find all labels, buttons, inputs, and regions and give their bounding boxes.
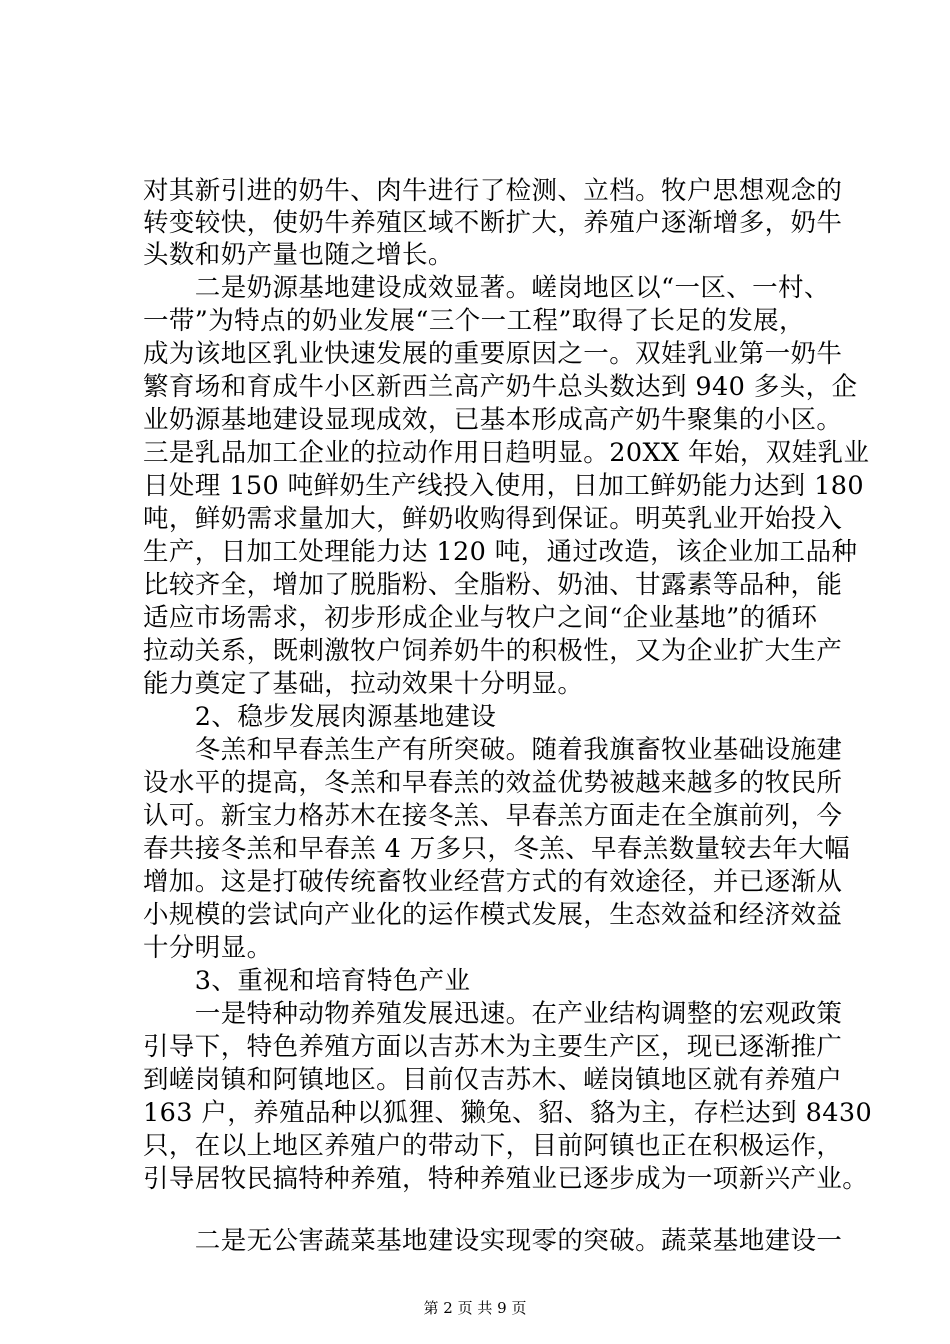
paragraph-line: 小规模的尝试向产业化的运作模式发展，生态效益和经济效益 [143,900,843,930]
paragraph-line: 到嵯岗镇和阿镇地区。目前仅吉苏木、嵯岗镇地区就有养殖户 [143,1065,843,1095]
paragraph-line: 春共接冬羔和早春羔 4 万多只，冬羔、早春羔数量较去年大幅 [143,834,851,864]
paragraph-line: 一是特种动物养殖发展迅速。在产业结构调整的宏观政策 [143,999,843,1029]
paragraph-line: 吨，鲜奶需求量加大，鲜奶收购得到保证。明英乳业开始投入 [143,504,843,534]
paragraph-line: 适应市场需求，初步形成企业与牧户之间“企业基地”的循环 [143,603,818,633]
paragraph-line: 日处理 150 吨鲜奶生产线投入使用，日加工鲜奶能力达到 180 [143,471,864,501]
paragraph-line: 二是奶源基地建设成效显著。嵯岗地区以“一区、一村、 [143,273,830,303]
paragraph-line: 引导居牧民搞特种养殖，特种养殖业已逐步成为一项新兴产业。 [143,1164,869,1194]
paragraph-line: 成为该地区乳业快速发展的重要原因之一。双娃乳业第一奶牛 [143,339,843,369]
paragraph-line: 比较齐全，增加了脱脂粉、全脂粉、奶油、甘露素等品种，能 [143,570,843,600]
paragraph-line: 能力奠定了基础，拉动效果十分明显。 [143,669,584,699]
paragraph-line: 冬羔和早春羔生产有所突破。随着我旗畜牧业基础设施建 [143,735,843,765]
paragraph-line: 设水平的提高，冬羔和早春羔的效益优势被越来越多的牧民所 [143,768,843,798]
paragraph-line: 认可。新宝力格苏木在接冬羔、早春羔方面走在全旗前列，今 [143,801,843,831]
paragraph-line: 引导下，特色养殖方面以吉苏木为主要生产区，现已逐渐推广 [143,1032,843,1062]
paragraph-line: 对其新引进的奶牛、肉牛进行了检测、立档。牧户思想观念的 [143,176,843,206]
paragraph-line: 只，在以上地区养殖户的带动下，目前阿镇也正在积极运作， [143,1131,843,1161]
paragraph-line: 拉动关系，既刺激牧户饲养奶牛的积极性，又为企业扩大生产 [143,636,843,666]
paragraph-line: 二是无公害蔬菜基地建设实现零的突破。蔬菜基地建设一 [143,1226,843,1256]
paragraph-line: 十分明显。 [143,933,273,963]
paragraph-line: 转变较快，使奶牛养殖区域不断扩大，养殖户逐渐增多，奶牛 [143,208,843,238]
paragraph-line: 生产，日加工处理能力达 120 吨，通过改造，该企业加工品种 [143,537,858,567]
paragraph-line: 增加。这是打破传统畜牧业经营方式的有效途径，并已逐渐从 [143,867,843,897]
paragraph-line: 三是乳品加工企业的拉动作用日趋明显。20XX 年始，双娃乳业 [143,438,870,468]
paragraph-line: 163 户，养殖品种以狐狸、獭兔、貂、貉为主，存栏达到 8430 [143,1098,873,1128]
paragraph-line: 一带”为特点的奶业发展“三个一工程”取得了长足的发展， [143,306,805,336]
paragraph-line: 繁育场和育成牛小区新西兰高产奶牛总头数达到 940 多头，企 [143,372,858,402]
section-heading: 3、重视和培育特色产业 [143,966,471,996]
paragraph-line: 业奶源基地建设显现成效，已基本形成高产奶牛聚集的小区。 [143,405,843,435]
page-number-footer: 第 2 页 共 9 页 [423,1299,527,1317]
paragraph-line: 头数和奶产量也随之增长。 [143,240,454,270]
section-heading: 2、稳步发展肉源基地建设 [143,702,497,732]
